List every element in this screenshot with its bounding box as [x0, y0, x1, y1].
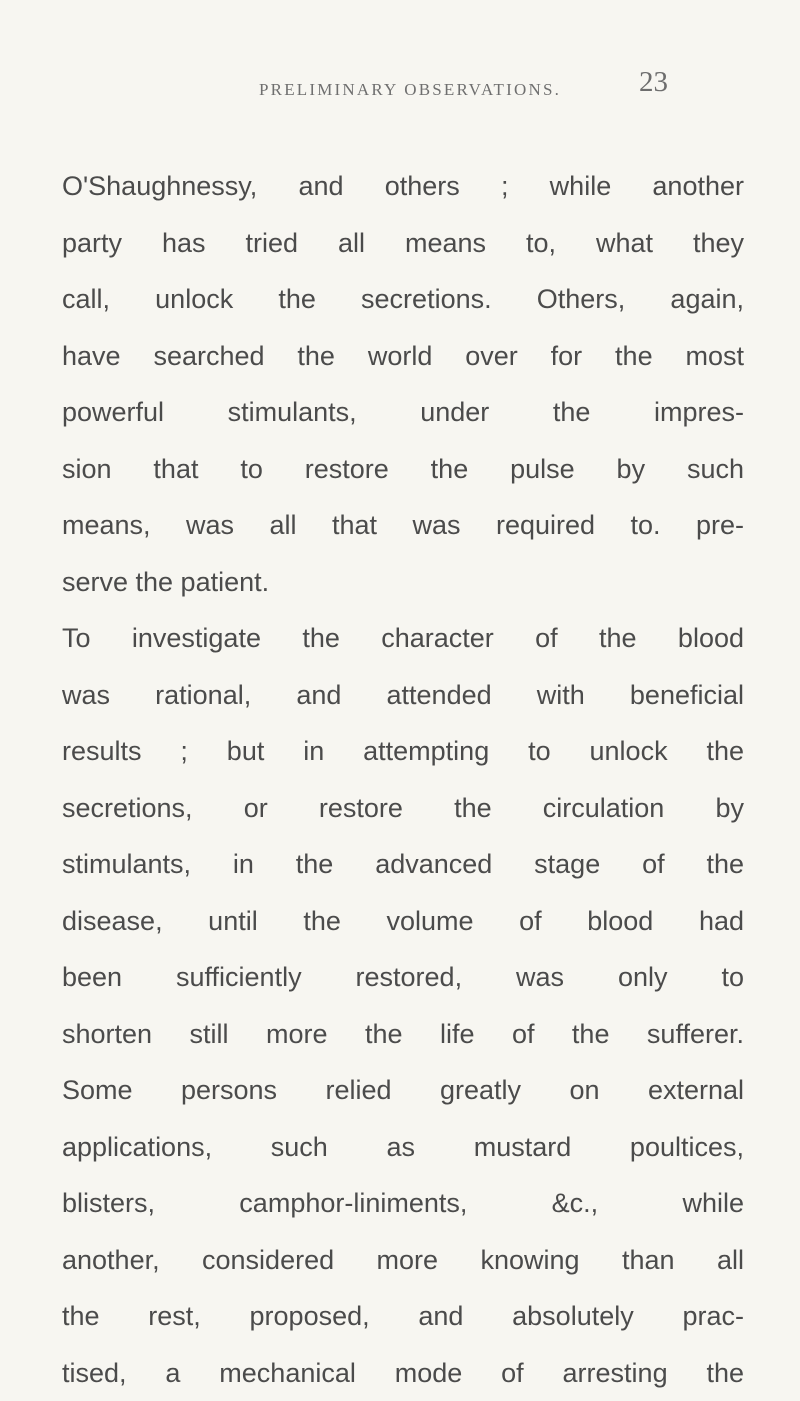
text-line: powerful stimulants, under the impres-	[62, 384, 744, 441]
text-line: another, considered more knowing than all	[62, 1232, 744, 1289]
text-line: call, unlock the secretions. Others, again,	[62, 271, 744, 328]
page-number: 23	[639, 66, 668, 99]
text-line: blisters, camphor-liniments, &c., while	[62, 1175, 744, 1232]
text-line: was rational, and attended with beneficial	[62, 667, 744, 724]
text-line: disease, until the volume of blood had	[62, 893, 744, 950]
text-line: have searched the world over for the most	[62, 328, 744, 385]
text-line: shorten still more the life of the sufferer.	[62, 1006, 744, 1063]
text-line: sion that to restore the pulse by such	[62, 441, 744, 498]
text-line: the rest, proposed, and absolutely prac-	[62, 1288, 744, 1345]
text-line: To investigate the character of the blood	[62, 610, 744, 667]
text-line: O'Shaughnessy, and others ; while another	[62, 158, 744, 215]
text-line: results ; but in attempting to unlock the	[62, 723, 744, 780]
text-line: Some persons relied greatly on external	[62, 1062, 744, 1119]
text-line: been sufficiently restored, was only to	[62, 949, 744, 1006]
text-line: serve the patient.	[62, 554, 744, 611]
text-line: party has tried all means to, what they	[62, 215, 744, 272]
text-line: means, was all that was required to. pre-	[62, 497, 744, 554]
running-header: PRELIMINARY OBSERVATIONS.	[259, 80, 561, 100]
text-line: applications, such as mustard poultices,	[62, 1119, 744, 1176]
body-text	[62, 158, 744, 1401]
text-line: tised, a mechanical mode of arresting the	[62, 1345, 744, 1401]
text-line: secretions, or restore the circulation by	[62, 780, 744, 837]
text-line: stimulants, in the advanced stage of the	[62, 836, 744, 893]
